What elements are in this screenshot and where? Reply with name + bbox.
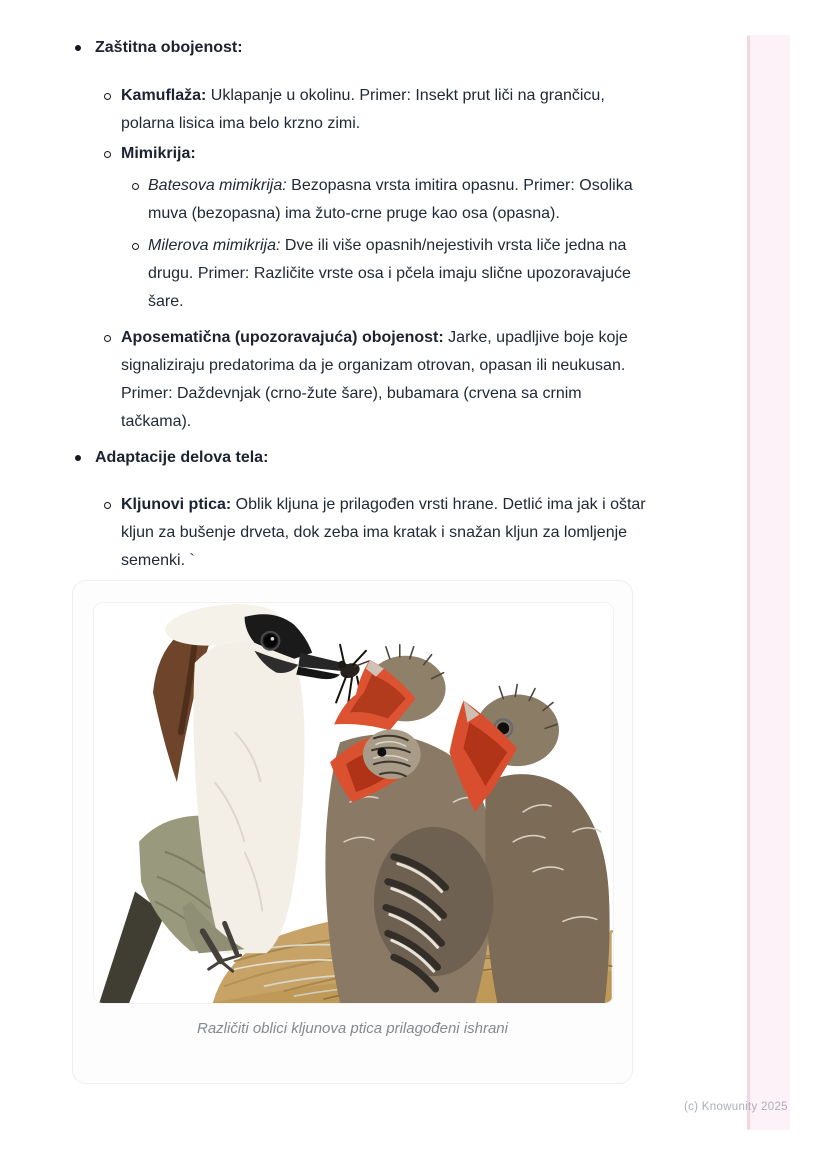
copyright-footer: (c) Knowunity 2025 [684, 1101, 788, 1113]
list-item-kamuflaza [0, 82, 648, 138]
page-accent-strip [747, 35, 790, 1130]
term-label: Mimikrija: [121, 145, 196, 162]
list-item-adaptacije-delova-tela [0, 444, 648, 472]
list-item-mimikrija [0, 140, 648, 168]
list-item-aposematicna-obojenost [0, 324, 648, 436]
list-item-zastitna-obojenost [0, 34, 648, 62]
term-label: Aposematična (upozoravajuća) obojenost: [121, 329, 444, 346]
figure-card [72, 580, 633, 1084]
bird-photo-illustration [94, 603, 613, 1003]
notes-content [0, 34, 648, 575]
bullet-marker [104, 93, 111, 100]
term-label: Milerova mimikrija: [148, 237, 281, 254]
bullet-marker [132, 183, 139, 190]
list-item-kljunovi-ptica [0, 491, 648, 575]
bullet-marker [104, 335, 111, 342]
term-description: Bezopasna vrsta imitira opasnu. Primer: Osolika muva (bezopasna) ima žuto-crne pruge kao osa (opasna). [148, 177, 633, 222]
term-label: Batesova mimikrija: [148, 177, 287, 194]
bullet-marker [75, 45, 81, 51]
bullet-marker [104, 502, 111, 509]
list-item-milerova-mimikrija [0, 232, 648, 316]
term-description: Jarke, upadljive boje koje signaliziraju predatorima da je organizam otrovan, opasan ili neukusan. Primer: Daždevnjak (crno-žute šare), bubamara (crvena sa crnim tačkama). [121, 329, 628, 430]
term-description: Oblik kljuna je prilagođen vrsti hrane. Detlić ima jak i oštar kljun za bušenje drveta, dok zeba ima kratak i snažan kljun za lomljenje semenki. ` [121, 496, 646, 569]
term-label: Kljunovi ptica: [121, 496, 232, 513]
bullet-marker [104, 151, 111, 158]
term-description: Dve ili više opasnih/nejestivih vrsta liče jedna na drugu. Primer: Različite vrste osa i pčela imaju slične upozoravajuće šare. [148, 237, 631, 310]
term-label: Adaptacije delova tela: [95, 449, 269, 466]
bullet-marker [75, 455, 81, 461]
term-label: Zaštitna obojenost: [95, 39, 243, 56]
bird-feeding-photo [93, 602, 614, 1004]
accent-strip-fill [750, 35, 790, 1130]
list-item-batesova-mimikrija [0, 172, 648, 228]
term-label: Kamuflaža: [121, 87, 207, 104]
bullet-marker [132, 243, 139, 250]
term-description: Uklapanje u okolinu. Primer: Insekt prut liči na grančicu, polarna lisica ima belo krzno zimi. [121, 87, 605, 132]
figure-caption: Različiti oblici kljunova ptica prilagođeni ishrani [197, 1020, 508, 1037]
